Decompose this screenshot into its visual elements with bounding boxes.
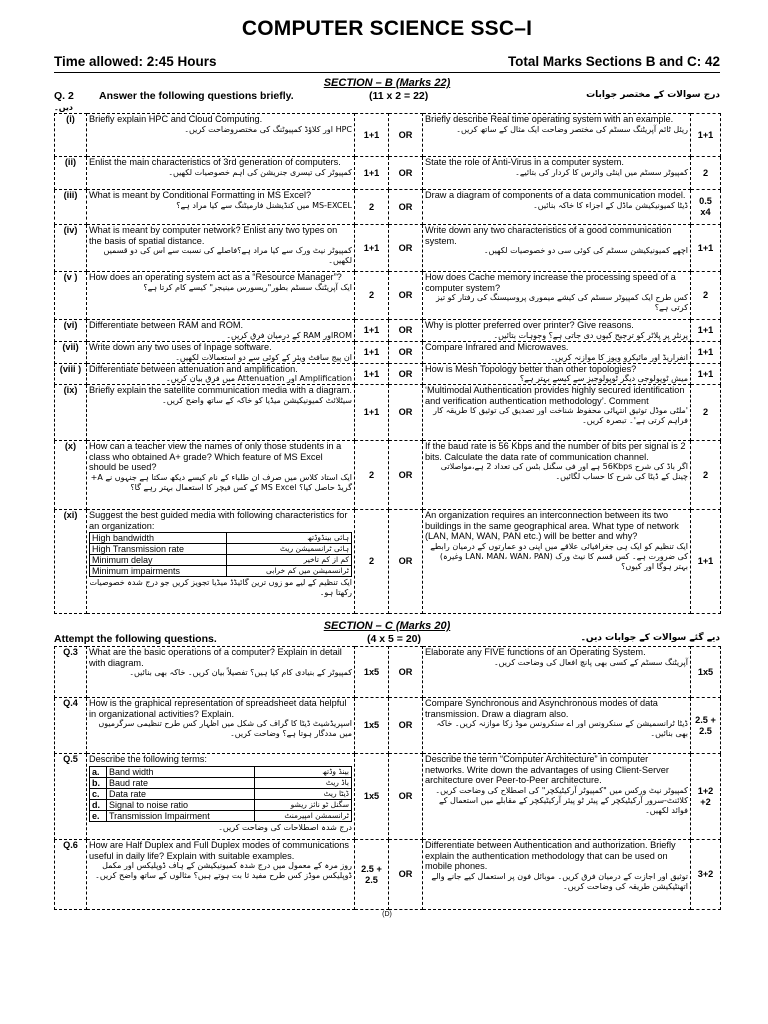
left-question: [87, 320, 355, 342]
question-text-urdu: سیٹلائٹ کمیونیکیشن میڈیا کو خاکہ کے ساتھ واضح کریں۔: [162, 395, 352, 405]
characteristic-urdu: کم از کم تاخیر: [227, 555, 352, 566]
characteristic-en: Transmission Impairment: [107, 810, 255, 821]
or-label: OR: [389, 272, 423, 320]
question-text-en: What are the basic operations of a computer? Explain in detail with diagram.: [89, 647, 342, 668]
question-row: [55, 698, 721, 754]
question-row: [55, 114, 721, 157]
section-c-marks: (4 x 5 = 20): [367, 633, 421, 646]
question-number: (v ): [55, 272, 87, 320]
characteristic-en: Signal to noise ratio: [107, 799, 255, 810]
question-text-urdu: کمپیوٹر نیٹ ورکس میں "کمپیوٹر آرکیٹیکچر" کی اصطلاح کی وضاحت کریں۔ کلائنٹ-سرور آرکیٹیکچر کے پیئر ٹو پیئر آرکیٹیکچر کے مقابلے میں استعمال کے فوائد لکھیں۔: [435, 785, 688, 815]
question-number: (x): [55, 441, 87, 510]
left-question: [87, 342, 355, 364]
left-marks: 1+1: [355, 114, 389, 157]
question-text-en: Differentiate between Authentication and authorization. Briefly explain the authentication methodology that can be used on mobile phones.: [425, 840, 676, 872]
section-c-instruction-urdu: دیے گئے سوالات کے جوابات دیں۔: [580, 633, 720, 644]
characteristics-table: [89, 532, 352, 577]
left-marks: 2: [355, 272, 389, 320]
term-key: b.: [90, 777, 107, 788]
question-text-urdu: درج شدہ اصطلاحات کی وضاحت کریں۔: [218, 822, 352, 832]
question-text-en: Compare Infrared and Microwaves.: [425, 342, 569, 352]
question-row: [55, 225, 721, 272]
right-question: [423, 647, 691, 698]
right-marks: 2: [691, 157, 721, 190]
characteristic-urdu: ڈیٹا ریٹ: [254, 788, 351, 799]
question-text-urdu: آپریٹنگ سسٹم کے کسی بھی پانچ افعال کی وضاحت کریں۔: [493, 657, 688, 667]
page-footer: (D): [382, 911, 392, 919]
question-text-urdu: کمپیوٹر نیٹ ورک سے کیا مراد ہے؟فاصلے کی نسبت سے اس کی دو قسمیں لکھیں۔: [103, 246, 352, 266]
right-question: [423, 385, 691, 441]
time-allowed: Time allowed: 2:45 Hours: [54, 54, 217, 69]
question-text-en: Briefly explain the satellite communication media with a diagram.: [89, 385, 352, 396]
right-marks: 2: [691, 441, 721, 510]
left-question: [87, 840, 355, 910]
or-label: OR: [389, 441, 423, 510]
right-question: [423, 272, 691, 320]
question-text-urdu: اسپریڈشیٹ ڈیٹا کا گراف کی شکل میں اظہار کس طرح تنظیمی سرگرمیوں میں مددگار ہوتا ہے؟ وضاحت کریں۔: [98, 719, 352, 739]
question-row: [55, 363, 721, 385]
characteristic-urdu: سگنل ٹو نائز ریشو: [254, 799, 351, 810]
left-question: [87, 225, 355, 272]
total-marks: Total Marks Sections B and C: 42: [507, 54, 720, 69]
characteristic-row: [90, 788, 352, 799]
right-question: [423, 114, 691, 157]
question-text-en: How can a teacher view the names of only those students in a class who obtained A+ grade? Which feature of MS Excel should be used?: [89, 441, 342, 473]
left-marks: 1+1: [355, 363, 389, 385]
exam-title: COMPUTER SCIENCE SSC–I: [241, 17, 533, 40]
question-number: Q.3: [55, 647, 87, 698]
question-text-urdu: ڈیٹا کمیونیکیشن ماڈل کے اجزاء کا خاکہ بنائیں۔: [533, 200, 688, 210]
characteristic-urdu: بینڈ وڈتھ: [254, 766, 351, 777]
question-row: [55, 840, 721, 910]
question-number: (xi): [55, 510, 87, 614]
question-number: (iv): [55, 225, 87, 272]
right-marks: 1+1: [691, 320, 721, 342]
right-marks: 1+1: [691, 363, 721, 385]
left-question: [87, 441, 355, 510]
question-text-en: Briefly describe Real time operating system with an example.: [425, 114, 674, 124]
right-question: [423, 157, 691, 190]
characteristic-en: Baud rate: [107, 777, 255, 788]
question-text-urdu: کمپیوٹر کے بنیادی کام کیا ہیں؟ تفصیلاً بیان کریں۔ خاکہ بھی بنائیں۔: [129, 668, 352, 678]
or-label: OR: [389, 647, 423, 698]
left-marks: 2.5 + 2.5: [355, 840, 389, 910]
question-text-urdu: ڈیٹا ٹرانسمیشن کے سنکرونس اور اے سنکرونس موڈ زکا موازنہ کریں۔ خاکہ بھی بنائیں۔: [436, 719, 688, 739]
question-text-en: Write down any two uses of Inpage software.: [89, 342, 272, 352]
or-label: OR: [389, 342, 423, 364]
question-text-urdu: HPC اور کلاؤڈ کمپیوٹنگ کی مختصروضاحت کریں۔: [184, 124, 352, 134]
characteristic-row: [90, 544, 352, 555]
right-marks: 2.5 + 2.5: [691, 698, 721, 754]
question-text-en: Draw a diagram of components of a data communication model.: [425, 190, 686, 200]
question-number: (viii ): [55, 363, 87, 385]
question-text-en: Briefly explain HPC and Cloud Computing.: [89, 114, 263, 124]
characteristic-urdu: ہائی بینڈوڈتھ: [227, 533, 352, 544]
question-text-urdu: توثیق اور اجازت کے درمیان فرق کریں۔ موبائل فون پر استعمال کیے جانے والے اتھنٹیکیشن طریقہ کی وضاحت کریں۔: [431, 871, 688, 891]
question-number: (vi): [55, 320, 87, 342]
question-text-urdu: MS-EXCEL میں کنڈیشنل فارمیٹنگ سے کیا مراد ہے؟: [176, 200, 352, 210]
left-question: [87, 754, 355, 840]
left-question: [87, 385, 355, 441]
section-b-table: [54, 113, 721, 614]
question-text-en: Differentiate between RAM and ROM.: [89, 320, 244, 330]
question-text-en: Differentiate between attenuation and amplification.: [89, 363, 298, 374]
question-label: Q. 2: [54, 90, 74, 102]
left-marks: 2: [355, 510, 389, 614]
question-text-urdu: روز مرہ کے معمول میں درج شدہ کمیونیکیشن کے ہاف ڈوپلیکس اور مکمل ڈوپلیکس موڈز کس طرح مفید ثا بت ہوتے ہیں؟ مثالوں کے ساتھ واضح کریں۔: [95, 861, 352, 881]
or-label: OR: [389, 225, 423, 272]
question-text-en: How does Cache memory increase the processing speed of a computer system?: [425, 272, 676, 293]
left-question: [87, 114, 355, 157]
question-text-urdu: پرنٹر پر پلاٹر کو ترجیح کیوں دی جاتی ہے؟ وجوہات بتائیں۔: [493, 330, 688, 340]
question-number: (i): [55, 114, 87, 157]
right-marks: 1+1: [691, 342, 721, 364]
question-text-urdu: ایک استاد کلاس میں صرف ان طلباء کے نام کیسے دیکھ سکتا ہے جنہوں نے A+ گریڈ حاصل کیا؟ MS Excel کے کس فیچر کا استعمال بہتر رہے گا؟: [90, 472, 352, 492]
exam-page: [54, 14, 720, 918]
question-number: (vii): [55, 342, 87, 364]
question-number: Q.5: [55, 754, 87, 840]
characteristics-table: [89, 766, 352, 822]
question-text-en: How does an operating system act as a “Resource Manager”?: [89, 272, 342, 282]
left-question: [87, 698, 355, 754]
question-text-en: Why is plotter preferred over printer? Give reasons.: [425, 320, 634, 330]
section-c-instruction: Attempt the following questions.: [54, 633, 217, 646]
question-number: (iii): [55, 190, 87, 225]
left-marks: 2: [355, 190, 389, 225]
right-question: [423, 190, 691, 225]
characteristic-row: [90, 777, 352, 788]
or-label: OR: [389, 190, 423, 225]
section-b-instruction-urdu-cont: دیں۔: [54, 103, 73, 112]
characteristic-en: High Transmission rate: [90, 544, 227, 555]
question-text-en: Suggest the best guided media with following characteristics for an organization:: [89, 510, 348, 531]
section-c-title: SECTION – C (Marks 20): [323, 620, 451, 633]
right-question: [423, 363, 691, 385]
or-label: OR: [389, 363, 423, 385]
left-question: [87, 190, 355, 225]
question-text-urdu: کس طرح ایک کمپیوٹر سسٹم کی کیشے میموری پروسیسنگ کی رفتار کو تیز کرتی ہے؟: [435, 293, 688, 313]
term-key: e.: [90, 810, 107, 821]
question-text-urdu: ایک تنظیم کو ایک ہی جغرافیائی علاقے میں اپنی دو عمارتوں کے درمیان رابطے کی ضرورت ہے۔ کس قسم کا نیٹ ورک (LAN، MAN، WAN، PAN وغیرہ) بہتر ہوگا اور کیوں؟: [430, 541, 688, 571]
characteristic-en: Data rate: [107, 788, 255, 799]
question-text-en: How is the graphical representation of spreadsheet data helpful in organizational activities? Explain.: [89, 698, 347, 719]
characteristic-row: [90, 766, 352, 777]
question-row: [55, 157, 721, 190]
right-marks: 2: [691, 385, 721, 441]
left-marks: 1x5: [355, 754, 389, 840]
left-question: [87, 510, 355, 614]
section-b-title: SECTION – B (Marks 22): [323, 77, 451, 89]
question-text-urdu: میش ٹوپولوجی دیگر ٹوپولوجیز سے کیسے بہتر ہے؟: [519, 374, 688, 384]
left-marks: 1+1: [355, 342, 389, 364]
right-marks: 0.5 x4: [691, 190, 721, 225]
question-number: (ix): [55, 385, 87, 441]
question-row: [55, 385, 721, 441]
left-marks: 1+1: [355, 225, 389, 272]
left-marks: 1x5: [355, 647, 389, 698]
characteristic-row: [90, 799, 352, 810]
characteristic-en: Minimum delay: [90, 555, 227, 566]
right-marks: 3+2: [691, 840, 721, 910]
section-b-instruction-line: [54, 90, 720, 103]
characteristic-en: Band width: [107, 766, 255, 777]
question-row: [55, 320, 721, 342]
question-text-en: Describe the term “Computer Architecture” in computer networks. Write down the advantages of using Client-Server architecture over Peer-to-Peer architecture.: [425, 754, 669, 786]
left-marks: 1+1: [355, 157, 389, 190]
left-question: [87, 157, 355, 190]
header-divider: [54, 72, 720, 73]
question-text-en: Compare Synchronous and Asynchronous modes of data transmission. Draw a diagram also.: [425, 698, 658, 719]
or-label: OR: [389, 510, 423, 614]
characteristic-en: Minimum impairments: [90, 566, 227, 577]
question-text-urdu: Amplification اور Attenuation میں فرق بیان کریں۔: [166, 374, 352, 384]
question-row: [55, 342, 721, 364]
term-key: a.: [90, 766, 107, 777]
term-key: d.: [90, 799, 107, 810]
question-text-urdu: انفراریڈ اور مائیکرو ویوز کا موازنہ کریں۔: [550, 352, 688, 362]
question-text-en: State the role of Anti-Virus in a computer system.: [425, 157, 624, 167]
right-marks: 1+2 +2: [691, 754, 721, 840]
left-question: [87, 272, 355, 320]
right-question: [423, 698, 691, 754]
right-question: [423, 320, 691, 342]
question-text-urdu: ایک تنظیم کے لیے مو زوں ترین گائیڈڈ میڈیا تجویز کریں جو درج شدہ خصوصیات رکھتا ہو۔: [89, 578, 352, 598]
question-text-urdu: ایک آپریٹنگ سسٹم بطور"ریسورس مینیجر" کیسے کام کرتا ہے؟: [143, 282, 352, 292]
left-question: [87, 363, 355, 385]
question-text-urdu: کمپیوٹر کی تیسری جنریشن کی اہم خصوصیات لکھیں۔: [168, 167, 352, 177]
section-b-marks: (11 x 2 = 22): [369, 90, 429, 102]
question-text-urdu: اگر باڈ کی شرح 56Kbps ہے اور فی سگنل بٹس کی تعداد 2 ہے،مواصلاتی چینل کے ڈیٹا کی شرح کا حساب لگائیں۔: [440, 462, 688, 482]
right-question: [423, 225, 691, 272]
question-row: [55, 272, 721, 320]
question-text-en: What is meant by computer network? Enlist any two types on the basis of spatial distance.: [89, 225, 338, 246]
question-number: (ii): [55, 157, 87, 190]
question-row: [55, 754, 721, 840]
left-question: [87, 647, 355, 698]
right-question: [423, 441, 691, 510]
question-text-urdu: ROMاور RAM کے درمیان فرق کریں۔: [226, 330, 352, 340]
question-text-en: ‘Multimodal Authentication provides highly secured identification and verification authentication methodology’. Comment: [425, 385, 685, 406]
term-key: c.: [90, 788, 107, 799]
or-label: OR: [389, 114, 423, 157]
question-text-en: If the baud rate is 56 Kbps and the number of bits per signal is 2 bits. Calculate the data rate of communication channel.: [425, 441, 686, 462]
question-row: [55, 647, 721, 698]
question-text-urdu: 'ملٹی موڈل توثیق انتہائی محفوظ شناخت اور تصدیق کی توثیق کا طریقہ کار فراہم کرتی ہے'۔ تبصرہ کریں۔: [433, 406, 688, 426]
right-marks: 1+1: [691, 114, 721, 157]
characteristic-urdu: باڈ ریٹ: [254, 777, 351, 788]
left-marks: 1x5: [355, 698, 389, 754]
or-label: OR: [389, 754, 423, 840]
right-marks: 1x5: [691, 647, 721, 698]
characteristic-row: [90, 566, 352, 577]
characteristic-urdu: ٹرانسمشن امپیرمنٹ: [254, 810, 351, 821]
characteristic-row: [90, 533, 352, 544]
exam-meta: [54, 54, 720, 69]
right-question: [423, 754, 691, 840]
question-text-urdu: اچھے کمیونیکیشن سسٹم کی کوئی سی دو خصوصیات لکھیں۔: [483, 246, 688, 256]
question-text-urdu: کمپیوٹر سسٹم میں اینٹی وائرس کا کردار کی بتائیے۔: [515, 167, 688, 177]
section-b-instruction-urdu: درج سوالات کے مختصر جوابات: [586, 90, 720, 100]
right-question: [423, 510, 691, 614]
characteristic-urdu: ٹرانسمیشن میں کم خرابی: [227, 566, 352, 577]
section-b-instruction: Answer the following questions briefly.: [99, 90, 294, 102]
question-text-urdu: ریئل ٹائم آپریٹنگ سسٹم کی مختصر وضاحت ایک مثال کے ساتھ کریں۔: [456, 124, 688, 134]
question-text-urdu: ان پیج سافٹ ویئر کے کوئی سے دو استعمالات لکھیں۔: [175, 352, 352, 362]
section-c-instruction-line: [54, 633, 720, 646]
section-c-table: [54, 646, 721, 910]
question-number: Q.6: [55, 840, 87, 910]
question-text-en: An organization requires an interconnection between its two buildings in the same geographical area. What type of network (LAN, MAN, WAN, PAN etc.) will be better and why?: [425, 510, 679, 542]
or-label: OR: [389, 385, 423, 441]
question-row: [55, 190, 721, 225]
characteristic-row: [90, 555, 352, 566]
or-label: OR: [389, 840, 423, 910]
question-number: Q.4: [55, 698, 87, 754]
question-text-en: What is meant by Conditional Formatting in MS Excel?: [89, 190, 312, 200]
left-marks: 2: [355, 441, 389, 510]
question-text-en: Describe the following terms:: [89, 754, 207, 765]
left-marks: 1+1: [355, 385, 389, 441]
question-row: [55, 510, 721, 614]
question-text-en: Write down any two characteristics of a good communication system.: [425, 225, 672, 246]
or-label: OR: [389, 320, 423, 342]
right-marks: 2: [691, 272, 721, 320]
characteristic-row: [90, 810, 352, 821]
question-text-en: How is Mesh Topology better than other topologies?: [425, 363, 637, 374]
left-marks: 1+1: [355, 320, 389, 342]
right-marks: 1+1: [691, 510, 721, 614]
question-text-en: How are Half Duplex and Full Duplex modes of communications useful in daily life? Explain with suitable examples.: [89, 840, 349, 861]
question-text-en: Enlist the main characteristics of 3rd generation of computers.: [89, 157, 341, 167]
characteristic-en: High bandwidth: [90, 533, 227, 544]
or-label: OR: [389, 157, 423, 190]
right-marks: 1+1: [691, 225, 721, 272]
or-label: OR: [389, 698, 423, 754]
right-question: [423, 342, 691, 364]
right-question: [423, 840, 691, 910]
question-text-en: Elaborate any FIVE functions of an Operating System.: [425, 647, 646, 658]
characteristic-urdu: ہائی ٹرانسمیشن ریٹ: [227, 544, 352, 555]
question-row: [55, 441, 721, 510]
